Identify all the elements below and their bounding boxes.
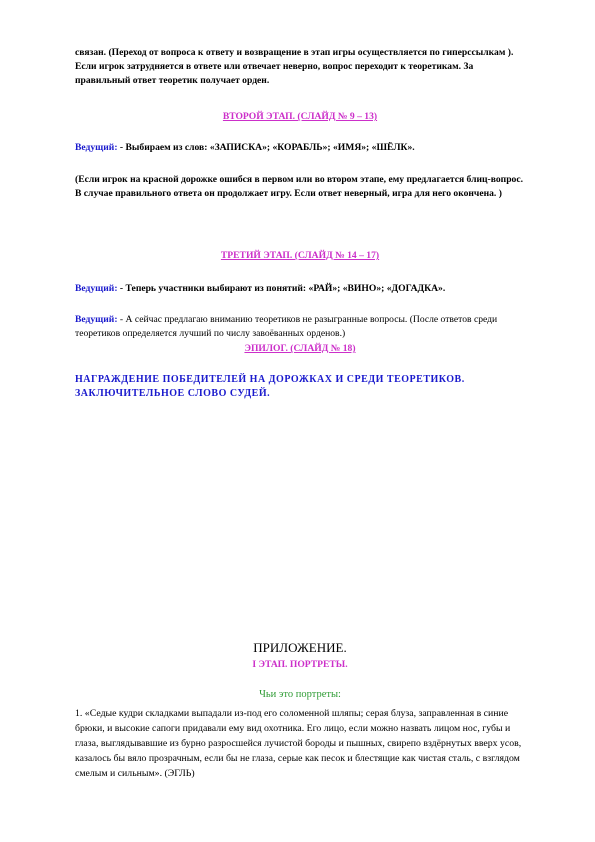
- stage3-text2: - А сейчас предлагаю вниманию теоретиков не разыгранные вопросы. (После ответов среди теоретиков определяется лучший по числу завоёванных орденов.): [75, 314, 498, 339]
- intro-paragraph: связан. (Переход от вопроса к ответу и возвращение в этап игры осуществляется по гиперссылкам ). Если игрок затрудняется в ответе или отвечает неверно, вопрос переходит к теоретикам. За правильный ответ теоретик получает орден.: [75, 47, 514, 86]
- final-text: НАГРАЖДЕНИЕ ПОБЕДИТЕЛЕЙ НА ДОРОЖКАХ И СРЕДИ ТЕОРЕТИКОВ. ЗАКЛЮЧИТЕЛЬНОЕ СЛОВО СУДЕЙ.: [75, 374, 465, 399]
- stage3-heading: ТРЕТИЙ ЭТАП. (СЛАЙД № 14 – 17): [220, 250, 380, 261]
- epilogue-heading: ЭПИЛОГ. (СЛАЙД № 18): [244, 343, 356, 354]
- stage3-line2: [75, 313, 525, 341]
- stage2-heading: ВТОРОЙ ЭТАП. (СЛАЙД № 9 – 13): [222, 111, 378, 122]
- stage2-note: (Если игрок на красной дорожке ошибся в первом или во втором этапе, ему предлагается блиц-вопрос. В случае правильного ответа он продолжает игру. Если ответ неверный, игра для него окончена. ): [75, 174, 523, 199]
- stage2-speaker: Ведущий:: [75, 142, 118, 153]
- stage3-text1: - Теперь участники выбирают из понятий: «РАЙ»; «ВИНО»; «ДОГАДКА».: [117, 283, 446, 294]
- stage3-speaker1: Ведущий:: [75, 283, 118, 294]
- appendix-question: Чьи это портреты:: [259, 689, 341, 700]
- appendix-title: ПРИЛОЖЕНИЕ.: [253, 640, 347, 655]
- stage3-speaker2: Ведущий:: [75, 314, 118, 325]
- stage2-line: [75, 141, 525, 155]
- stage3-line1: [75, 282, 525, 296]
- appendix-item-1: 1. «Седые кудри складками выпадали из-под его соломенной шляпы; серая блуза, заправленная в синие брюки, и высокие сапоги придавали ему вид охотника. Его лицо, если можно назвать лицом нос, губы и глаза, выглядывавшие из бурно разросшейся лучистой бороды и пышных, свирепо вздёрнутых вверх усов, казалось бы вяло прозрачным, если бы не глаза, серые как песок и блестящие как чистая сталь, с взглядом смелым и сильным». (ЭГЛЬ): [75, 708, 522, 779]
- appendix-subtitle: I ЭТАП. ПОРТРЕТЫ.: [252, 659, 348, 670]
- stage2-text: - Выбираем из слов: «ЗАПИСКА»; «КОРАБЛЬ»; «ИМЯ»; «ШЁЛК».: [117, 142, 415, 153]
